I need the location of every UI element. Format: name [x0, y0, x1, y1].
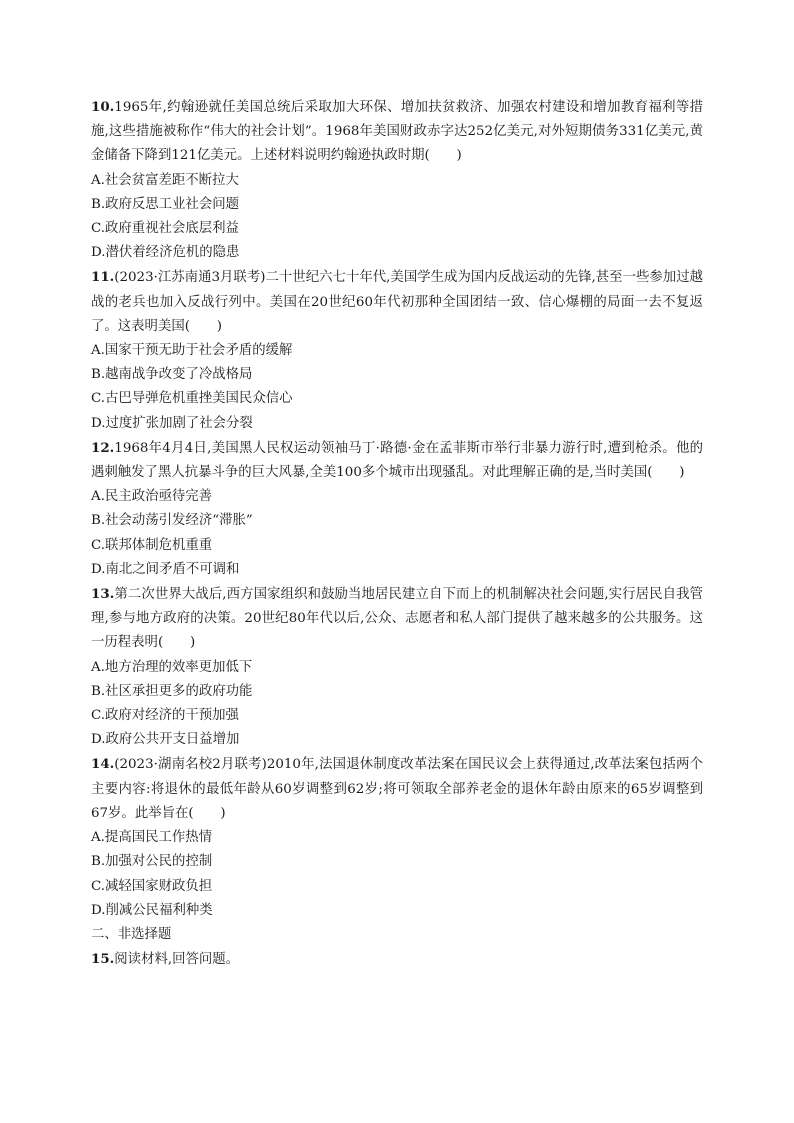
- option-b: B.社会动荡引发经济“滞胀”: [91, 513, 253, 529]
- question-text: (2023·江苏南通3月联考)二十世纪六七十年代,美国学生成为国内反战运动的先锋,甚至一些参加过越战的老兵也加入反战行列中。美国在20世纪60年代初那种全国团结一致、信心爆棚的局面一去不复返了。这表明美国( ): [91, 270, 703, 334]
- question-11: [91, 265, 703, 435]
- question-number: 15.: [91, 951, 115, 968]
- option-a: A.地方治理的效率更加低下: [91, 659, 253, 675]
- option-d: D.政府公共开支日益增加: [91, 732, 240, 748]
- question-text: 1968年4月4日,美国黑人民权运动领袖马丁·路德·金在孟菲斯市举行非暴力游行时,遭到枪杀。他的遇刺触发了黑人抗暴斗争的巨大风暴,全美100多个城市出现骚乱。对此理解正确的是,当时美国( ): [91, 440, 703, 481]
- question-number: 11.: [91, 269, 115, 286]
- option-b: B.社区承担更多的政府功能: [91, 683, 253, 699]
- question-15: [91, 947, 703, 972]
- option-d: D.南北之间矛盾不可调和: [91, 561, 240, 577]
- question-14: [91, 752, 703, 922]
- question-number: 12.: [91, 439, 115, 456]
- question-stem: [91, 582, 703, 656]
- question-number: 13.: [91, 586, 115, 603]
- option-d: D.过度扩张加剧了社会分裂: [91, 415, 253, 431]
- section-heading: 二、非选择题: [91, 926, 172, 942]
- option-d: D.潜伏着经济危机的隐患: [91, 245, 240, 261]
- question-number: 14.: [91, 756, 115, 773]
- option-c: C.联邦体制危机重重: [91, 537, 213, 553]
- question-text: 1965年,约翰逊就任美国总统后采取加大环保、增加扶贫救济、加强农村建设和增加教育福利等措施,这些措施被称作“伟大的社会计划”。1968年美国财政赤字达252亿美元,对外短期债务331亿美元,黄金储备下降到121亿美元。上述材料说明约翰逊执政时期( ): [91, 100, 703, 164]
- option-d: D.削减公民福利种类: [91, 902, 213, 918]
- question-stem: [91, 265, 703, 339]
- option-a: A.提高国民工作热情: [91, 830, 213, 846]
- question-stem: [91, 95, 703, 169]
- question-12: [91, 436, 703, 582]
- question-text: 阅读材料,回答问题。: [114, 952, 240, 968]
- option-a: A.民主政治亟待完善: [91, 489, 213, 505]
- option-c: C.减轻国家财政负担: [91, 878, 213, 894]
- option-c: C.古巴导弹危机重挫美国民众信心: [91, 391, 293, 407]
- option-b: B.越南战争改变了冷战格局: [91, 367, 253, 383]
- question-text: (2023·湖南名校2月联考)2010年,法国退休制度改革法案在国民议会上获得通过,改革法案包括两个主要内容:将退休的最低年龄从60岁调整到62岁;将可领取全部养老金的退休年龄由原来的65岁调整到67岁。此举旨在( ): [91, 757, 703, 821]
- option-b: B.政府反思工业社会问题: [91, 196, 240, 212]
- option-a: A.社会贫富差距不断拉大: [91, 172, 239, 188]
- option-a: A.国家干预无助于社会矛盾的缓解: [91, 343, 293, 359]
- worksheet-page: [91, 95, 703, 972]
- option-c: C.政府对经济的干预加强: [91, 708, 239, 724]
- option-c: C.政府重视社会底层利益: [91, 221, 239, 237]
- question-10: [91, 95, 703, 265]
- question-13: [91, 582, 703, 752]
- option-b: B.加强对公民的控制: [91, 854, 213, 870]
- question-number: 10.: [91, 99, 115, 115]
- question-text: 第二次世界大战后,西方国家组织和鼓励当地居民建立自下而上的机制解决社会问题,实行居民自我管理,参与地方政府的决策。20世纪80年代以后,公众、志愿者和私人部门提供了越来越多的公共服务。这一历程表明( ): [91, 587, 703, 651]
- question-stem: [91, 436, 703, 485]
- question-stem: [91, 752, 703, 826]
- question-stem: [91, 947, 703, 972]
